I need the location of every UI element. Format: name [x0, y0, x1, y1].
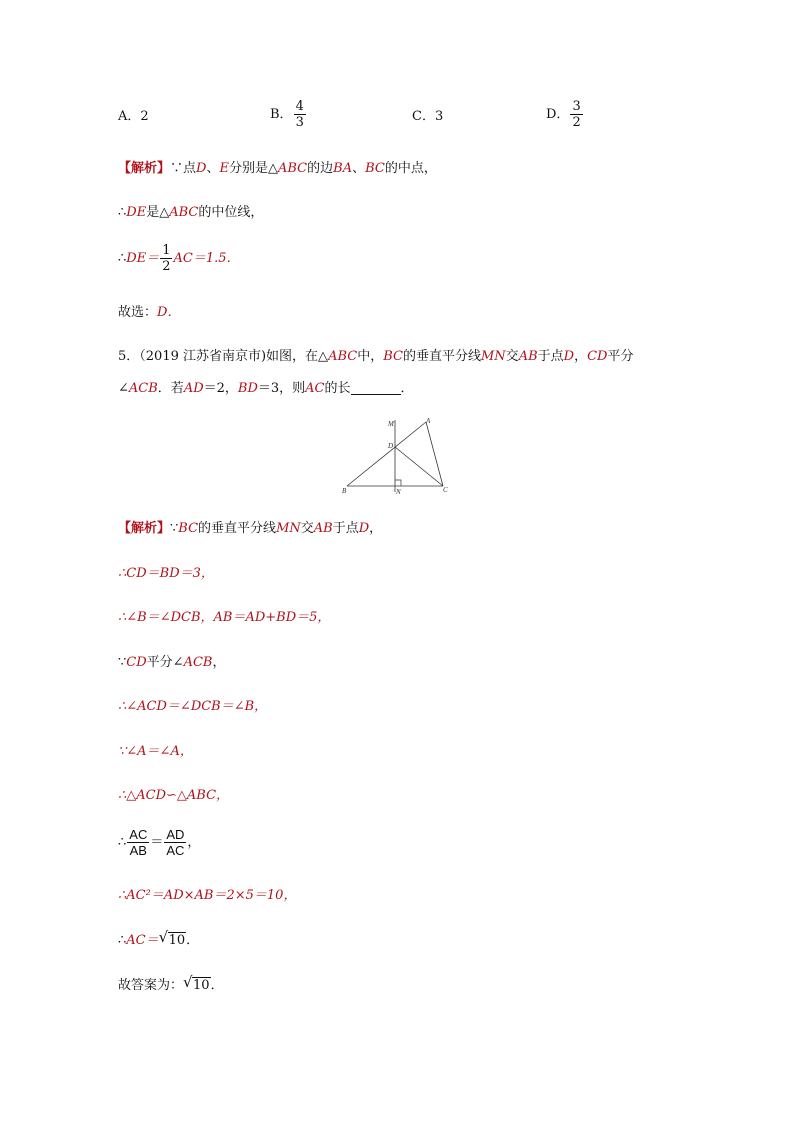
label-d: D — [388, 442, 394, 450]
segment-dc — [395, 447, 443, 486]
option-c: C．3 — [412, 109, 444, 124]
q5-line1: 5．（2019 江苏省南京市)如图，在△ABC中，BC的垂直平分线MN交AB于点D，CD平分 — [118, 349, 634, 364]
sqrt-ten: √ 10 — [158, 928, 186, 948]
sol5-answer: 故答案为： √ 10． — [118, 973, 224, 993]
sol5-line10: ∴AC＝ √ 10． — [118, 928, 200, 948]
segment-ac — [426, 422, 443, 486]
sol5-line4: ∵CD平分∠ACB， — [118, 655, 226, 670]
geometry-figure — [338, 414, 458, 496]
label-n: N — [396, 488, 401, 496]
right-angle-mark — [395, 480, 401, 486]
sqrt-ten: √ 10 — [183, 973, 210, 993]
fraction-one-half: $\frac{1}{2}$ — [162, 243, 171, 274]
radical-sign: √ — [183, 973, 193, 991]
q5-line2: ∠ACB．若AD＝2，BD＝3，则AC的长 ． — [118, 381, 414, 396]
answer-blank — [351, 382, 401, 395]
sol5-line2: ∴CD＝BD＝3， — [118, 566, 214, 581]
sol5-line9: ∴AC²＝AD×AB＝2×5＝10， — [118, 888, 297, 903]
label-m: M — [388, 420, 394, 428]
sol4-line2: ∴DE是△ABC的中位线， — [118, 205, 264, 220]
label-c: C — [443, 486, 448, 494]
sol5-line6: ∵∠A＝∠A， — [118, 744, 193, 759]
sol4-line3: ∴DE＝ $\frac{1}{2}$ AC＝1.5． — [118, 243, 240, 274]
label-b: B — [342, 487, 347, 495]
sol4-answer: 故选：D． — [118, 305, 181, 320]
sol5-line1: 【解析】∵BC的垂直平分线MN交AB于点D， — [118, 521, 383, 536]
fraction-ac-ab: $\frac{AC}{AB}$ — [129, 827, 148, 858]
segment-ab — [347, 422, 426, 486]
sol5-line8: ∴ $\frac{AC}{AB}$ ＝ $\frac{AD}{AC}$ ， — [118, 827, 201, 858]
option-a: A．2 — [118, 109, 149, 124]
option-b: B． $\frac{4}{3}$ — [270, 99, 304, 130]
radical-sign: √ — [158, 928, 169, 946]
sol5-line3: ∴∠B＝∠DCB，AB＝AD+BD＝5， — [118, 610, 331, 625]
sol5-line7: ∴△ACD∽△ABC， — [118, 788, 230, 803]
sol5-line5: ∴∠ACD＝∠DCB＝∠B， — [118, 699, 268, 714]
option-d: D． $\frac{3}{2}$ — [546, 99, 581, 130]
label-a: A — [426, 417, 431, 425]
fraction: $\frac{3}{2}$ — [572, 99, 581, 130]
sol4-line1: 【解析】∵点D、E分别是△ABC的边BA、BC的中点， — [118, 161, 437, 176]
fraction: $\frac{4}{3}$ — [295, 99, 304, 130]
fraction-ad-ac: $\frac{AD}{AC}$ — [166, 827, 185, 858]
